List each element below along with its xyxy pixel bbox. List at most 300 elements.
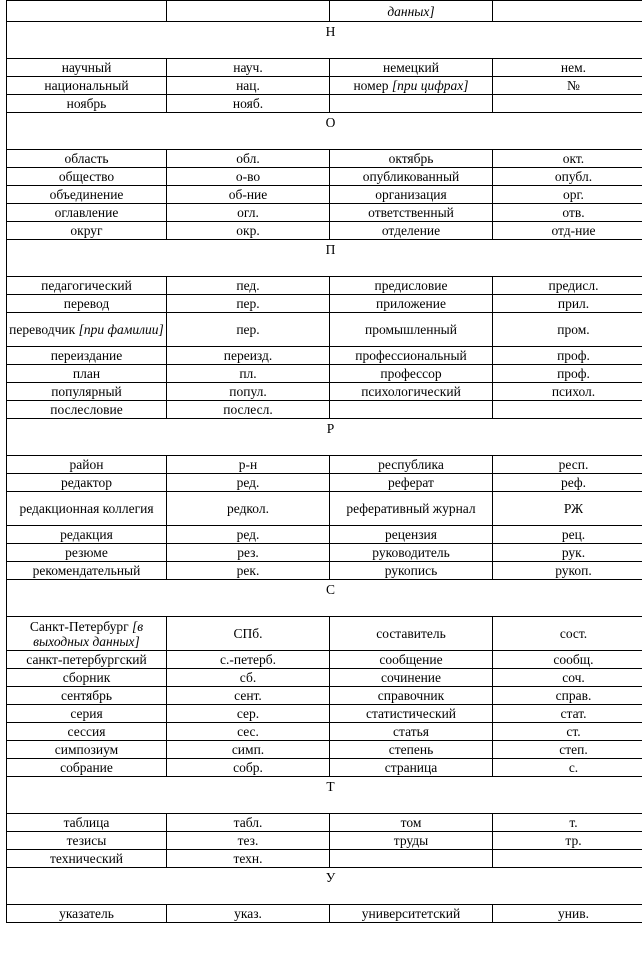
cell-word [7,365,167,383]
cell-abbr [167,474,330,492]
letter-row [7,580,642,617]
cell-abbr [167,277,330,295]
cell-abbr [493,741,642,759]
cell-abbr [167,832,330,850]
cell-abbr [167,77,330,95]
cell-text: с.-петерб. [220,652,276,667]
cell-word [7,705,167,723]
cell-abbr [167,651,330,669]
cell-text: сб. [239,670,257,685]
cell-text: опубликованный [362,169,460,184]
cell-abbr [493,77,642,95]
cell-text: сообщ. [553,652,594,667]
table-row [7,401,642,419]
cell-abbr [493,544,642,562]
cell-text: серия [70,706,103,721]
cell-abbr [493,204,642,222]
table-row [7,168,642,186]
cell-text: нояб. [232,96,264,111]
cell-abbr [493,383,642,401]
cell-text: организация [375,187,447,202]
cell-text: собр. [233,760,263,775]
cell-word [7,850,167,868]
cell-abbr [167,562,330,580]
cell-word [7,741,167,759]
cell-abbr [167,1,330,22]
cell-abbr [493,651,642,669]
cell-text: санкт-петербургский [26,652,147,667]
cell-word [330,669,493,687]
section-letter: П [7,240,642,277]
cell-text: унив. [558,906,589,921]
cell-abbr [167,492,330,526]
cell-word [330,1,493,22]
table-row [7,277,642,295]
cell-word [330,204,493,222]
cell-abbr [493,456,642,474]
cell-word [330,905,493,923]
cell-text: рек. [236,563,260,578]
cell-abbr [167,526,330,544]
cell-text: тр. [565,833,582,848]
cell-text: номер [353,78,389,93]
cell-text: рукопись [384,563,438,578]
cell-text: окр. [236,223,260,238]
cell-text: психологический [361,384,461,399]
cell-text: т. [569,815,578,830]
cell-text: отв. [562,205,585,220]
cell-text: оглавление [54,205,119,220]
cell-word [7,347,167,365]
table-row [7,77,642,95]
cell-text: ноябрь [66,96,107,111]
cell-abbr [167,617,330,651]
cell-word [7,723,167,741]
cell-text: техн. [233,851,263,866]
table-row [7,687,642,705]
cell-text: тезисы [66,833,107,848]
cell-word [330,687,493,705]
cell-word [330,741,493,759]
cell-note: [при цифрах] [391,78,469,93]
cell-word [330,526,493,544]
cell-text: пед. [236,278,260,293]
cell-text: р-н [238,457,258,472]
cell-text: справ. [555,688,592,703]
cell-text: огл. [237,205,259,220]
section-letter: С [7,580,642,617]
cell-text: симпозиум [54,742,119,757]
cell-text: план [72,366,101,381]
cell-word [330,456,493,474]
cell-text: опубл. [554,169,593,184]
cell-abbr [167,365,330,383]
cell-text: статья [393,724,429,739]
cell-abbr [493,526,642,544]
letter-row [7,419,642,456]
cell-word [7,905,167,923]
cell-text: прил. [557,296,590,311]
cell-text: национальный [44,78,129,93]
cell-abbr [493,759,642,777]
cell-text: объединение [49,187,124,202]
cell-abbr [167,741,330,759]
section-letter: Р [7,419,642,456]
table-row [7,850,642,868]
cell-word [7,186,167,204]
cell-abbr [493,168,642,186]
table-row [7,365,642,383]
cell-abbr [493,705,642,723]
cell-note: [в выходных данных] [33,618,144,649]
cell-word [330,313,493,347]
cell-text: послесл. [223,402,273,417]
cell-text: сочинение [380,670,442,685]
cell-word [330,832,493,850]
cell-text: технический [49,851,124,866]
cell-text: РЖ [563,501,584,516]
cell-text: страница [384,760,438,775]
cell-text: отделение [381,223,441,238]
cell-word [330,186,493,204]
cell-text: СПб. [233,626,263,641]
cell-abbr [493,95,642,113]
cell-word [7,562,167,580]
cell-word [330,222,493,240]
cell-word [7,1,167,22]
table-row [7,222,642,240]
cell-word [330,347,493,365]
cell-word [7,313,167,347]
cell-text: переиздание [50,348,123,363]
cell-text: о-во [235,169,261,184]
cell-text: проф. [557,348,590,363]
cell-word [330,383,493,401]
cell-text: октябрь [388,151,434,166]
cell-text: редакция [60,527,113,542]
cell-word [330,365,493,383]
cell-text: сент. [234,688,262,703]
cell-text: реф. [560,475,587,490]
table-row [7,204,642,222]
cell-word [7,204,167,222]
section-letter: Т [7,777,642,814]
cell-word [7,222,167,240]
cell-word [7,150,167,168]
letter-row [7,868,642,905]
cell-text: орг. [563,187,584,202]
cell-text: профессор [380,366,442,381]
cell-text: сер. [236,706,260,721]
cell-abbr [493,562,642,580]
cell-text: сообщение [379,652,443,667]
cell-text: сборник [62,670,111,685]
cell-abbr [167,168,330,186]
cell-text: статистический [365,706,457,721]
cell-text: пер. [236,296,260,311]
cell-text: степ. [559,742,588,757]
table-row [7,526,642,544]
table-row [7,186,642,204]
cell-word [330,723,493,741]
cell-word [330,544,493,562]
cell-text: реферат [388,475,434,490]
cell-abbr [167,814,330,832]
cell-word [7,651,167,669]
cell-abbr [167,186,330,204]
cell-text: университетский [361,906,461,921]
cell-abbr [493,295,642,313]
table-row [7,313,642,347]
cell-word [7,77,167,95]
cell-text: ст. [566,724,581,739]
cell-abbr [167,669,330,687]
cell-abbr [493,814,642,832]
cell-word [330,814,493,832]
cell-word [7,759,167,777]
letter-row [7,22,642,59]
cell-abbr [493,347,642,365]
cell-text: нем. [560,60,587,75]
cell-word [330,150,493,168]
cell-text: ред. [236,475,260,490]
section-letter: У [7,868,642,905]
cell-word [7,474,167,492]
cell-word [330,651,493,669]
cell-abbr [167,347,330,365]
cell-text: послесловие [50,402,123,417]
cell-text: нац. [236,78,260,93]
cell-text: науч. [233,60,263,75]
cell-word [7,168,167,186]
cell-abbr [167,222,330,240]
cell-word [330,77,493,95]
cell-text: пер. [236,322,260,337]
cell-word [330,295,493,313]
cell-word [7,687,167,705]
cell-text: сост. [559,626,588,641]
table-row [7,383,642,401]
cell-text: № [567,78,580,93]
cell-text: научный [61,60,112,75]
cell-text: руководитель [372,545,450,560]
cell-text: приложение [376,296,446,311]
cell-text: составитель [376,626,446,641]
cell-abbr [493,277,642,295]
cell-word [7,832,167,850]
cell-text: справочник [377,688,445,703]
cell-text: психол. [551,384,596,399]
cell-abbr [167,723,330,741]
cell-text: рез. [237,545,259,560]
cell-word [7,814,167,832]
cell-text: рецензия [385,527,437,542]
cell-abbr [493,617,642,651]
cell-text: труды [393,833,429,848]
cell-text: проф. [557,366,590,381]
letter-row [7,240,642,277]
cell-text: указ. [234,906,262,921]
cell-text: предисловие [374,278,448,293]
cell-text: респ. [558,457,589,472]
cell-abbr [493,669,642,687]
cell-abbr [493,365,642,383]
cell-text: профессиональный [355,348,467,363]
table-row-continued [7,1,642,22]
table-row [7,705,642,723]
cell-text: редкол. [227,501,269,516]
cell-word [7,526,167,544]
cell-abbr [167,383,330,401]
cell-text: популярный [51,384,122,399]
cell-text: рукоп. [555,563,592,578]
cell-note: данных] [387,3,435,19]
table-row [7,741,642,759]
cell-abbr [493,832,642,850]
cell-text: собрание [60,760,113,775]
cell-text: рец. [561,527,586,542]
abbreviations-table [6,0,642,923]
table-row [7,562,642,580]
table-row [7,723,642,741]
table-row [7,347,642,365]
table-row [7,544,642,562]
cell-text: немецкий [383,60,439,75]
table-row [7,759,642,777]
cell-text: резюме [65,545,108,560]
cell-word [330,277,493,295]
cell-text: степень [388,742,434,757]
cell-word [7,456,167,474]
cell-abbr [493,905,642,923]
table-row [7,474,642,492]
cell-text: редакционная коллегия [19,501,154,516]
cell-text: соч. [562,670,585,685]
section-letter: Н [7,22,642,59]
cell-word [7,492,167,526]
cell-text: педагогический [41,278,132,293]
cell-text: сессия [67,724,106,739]
table-row [7,669,642,687]
cell-abbr [167,456,330,474]
page [6,0,634,923]
cell-abbr [167,59,330,77]
cell-text: табл. [233,815,263,830]
cell-word [7,401,167,419]
cell-abbr [493,313,642,347]
cell-text: округ [70,223,103,238]
cell-text: с. [568,760,579,775]
cell-text: промышленный [365,322,457,337]
table-row [7,617,642,651]
cell-abbr [493,687,642,705]
cell-text: общество [58,169,115,184]
cell-word [330,759,493,777]
cell-text: стат. [560,706,587,721]
cell-text: переводчик [9,322,76,337]
table-row [7,456,642,474]
table-row [7,832,642,850]
cell-abbr [167,759,330,777]
table-row [7,59,642,77]
cell-abbr [493,492,642,526]
cell-word [7,59,167,77]
cell-text: предисл. [548,278,599,293]
table-row [7,814,642,832]
cell-text: тез. [237,833,259,848]
cell-word [330,705,493,723]
cell-abbr [493,150,642,168]
cell-abbr [167,850,330,868]
cell-text: редактор [60,475,113,490]
cell-abbr [493,59,642,77]
cell-text: ответственный [368,205,454,220]
cell-text: реферативный журнал [346,501,476,516]
cell-text: рекомендательный [32,563,141,578]
section-letter: О [7,113,642,150]
cell-abbr [167,95,330,113]
cell-text: область [64,151,109,166]
table-body [7,1,642,923]
cell-abbr [167,905,330,923]
cell-text: окт. [562,151,585,166]
cell-note: [при фамилии] [78,322,164,337]
cell-text: пл. [239,366,257,381]
cell-abbr [493,401,642,419]
cell-word [7,544,167,562]
cell-word [330,474,493,492]
cell-abbr [493,723,642,741]
cell-word [7,295,167,313]
cell-text: таблица [63,815,110,830]
cell-word [330,850,493,868]
table-row [7,295,642,313]
letter-row [7,777,642,814]
cell-text: перевод [63,296,110,311]
cell-abbr [167,313,330,347]
cell-word [330,562,493,580]
cell-text: об-ние [228,187,268,202]
cell-abbr [167,705,330,723]
cell-text: отд-ние [551,223,596,238]
cell-abbr [167,401,330,419]
cell-text: район [69,457,104,472]
cell-word [7,277,167,295]
cell-abbr [167,204,330,222]
cell-text: ред. [236,527,260,542]
cell-text: попул. [229,384,267,399]
cell-text: Санкт-Петербург [29,618,129,634]
cell-abbr [167,687,330,705]
cell-abbr [493,1,642,22]
cell-text: рук. [561,545,586,560]
cell-word [330,617,493,651]
cell-text: пром. [557,322,590,337]
table-row [7,905,642,923]
table-row [7,95,642,113]
table-row [7,651,642,669]
cell-word [330,401,493,419]
cell-text: переизд. [223,348,273,363]
table-row [7,150,642,168]
cell-abbr [167,150,330,168]
cell-word [7,617,167,651]
cell-word [7,95,167,113]
cell-abbr [167,544,330,562]
cell-abbr [167,295,330,313]
cell-word [7,669,167,687]
cell-word [7,383,167,401]
